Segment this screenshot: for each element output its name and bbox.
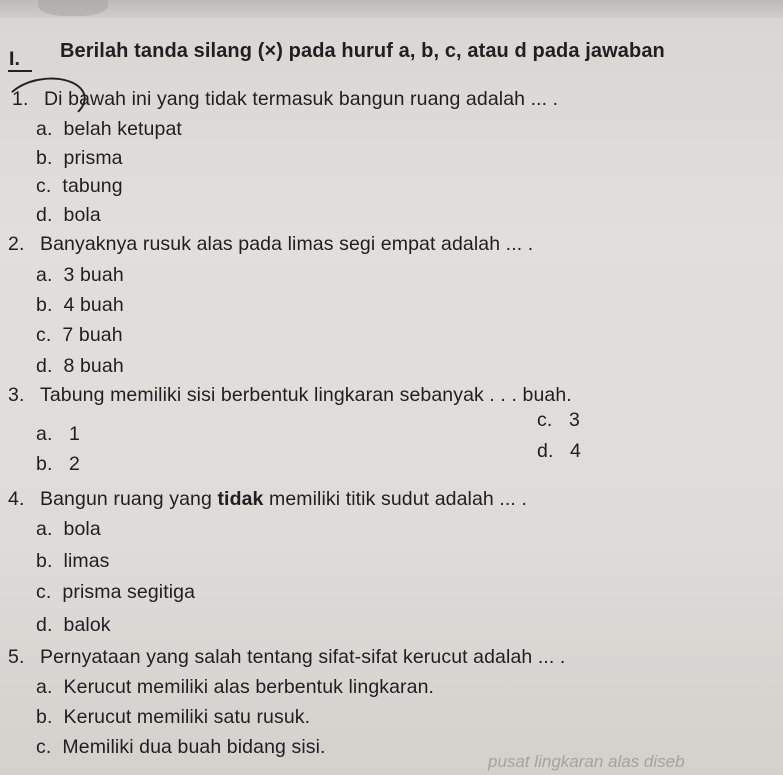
paper-stain [38,0,108,16]
question-5-number: 5. [8,646,25,668]
question-5-option-a: a. Kerucut memiliki alas berbentuk lingkaran. [36,676,435,698]
instruction-text: Berilah tanda silang (×) pada huruf a, b, c, atau d pada jawaban [60,40,665,62]
question-2-number: 2. [8,233,25,255]
question-3-option-a: a. 1 [36,423,80,445]
question-4-option-d: d. balok [36,614,111,636]
question-4-option-b: b. limas [36,550,110,572]
question-3-number: 3. [8,384,25,406]
question-3-option-d: d. 4 [537,440,581,462]
pen-underline-mark [8,70,32,72]
question-2-option-b: b. 4 buah [36,294,124,316]
question-4-text: Bangun ruang yang tidak memiliki titik sudut adalah ... . [40,488,527,510]
question-5-text: Pernyataan yang salah tentang sifat-sifat kerucut adalah ... . [40,646,566,668]
question-5-option-c: c. Memiliki dua buah bidang sisi. [36,736,326,758]
question-4-option-c: c. prisma segitiga [36,581,196,603]
question-1-text: Di bawah ini yang tidak termasuk bangun ruang adalah ... . [44,88,559,110]
question-1-option-c: c. tabung [36,175,123,197]
question-1-number: 1. [12,88,29,110]
top-torn-edge [0,0,783,18]
question-5-option-b: b. Kerucut memiliki satu rusuk. [36,706,311,728]
question-4-number: 4. [8,488,25,510]
section-roman-numeral: I. [9,48,21,70]
question-3-option-b: b. 2 [36,453,80,475]
question-2-option-d: d. 8 buah [36,355,124,377]
question-1-option-b: b. prisma [36,147,123,169]
bleed-through-text: pusat lingkaran alas diseb [488,752,685,771]
question-1-option-d: d. bola [36,204,101,226]
question-2-text: Banyaknya rusuk alas pada limas segi empat adalah ... . [40,233,534,255]
question-2-option-c: c. 7 buah [36,324,123,346]
question-3-text: Tabung memiliki sisi berbentuk lingkaran sebanyak . . . buah. [40,384,572,406]
question-4-option-a: a. bola [36,518,101,540]
question-2-option-a: a. 3 buah [36,264,124,286]
question-3-option-c: c. 3 [537,409,580,431]
question-1-option-a: a. belah ketupat [36,118,182,140]
